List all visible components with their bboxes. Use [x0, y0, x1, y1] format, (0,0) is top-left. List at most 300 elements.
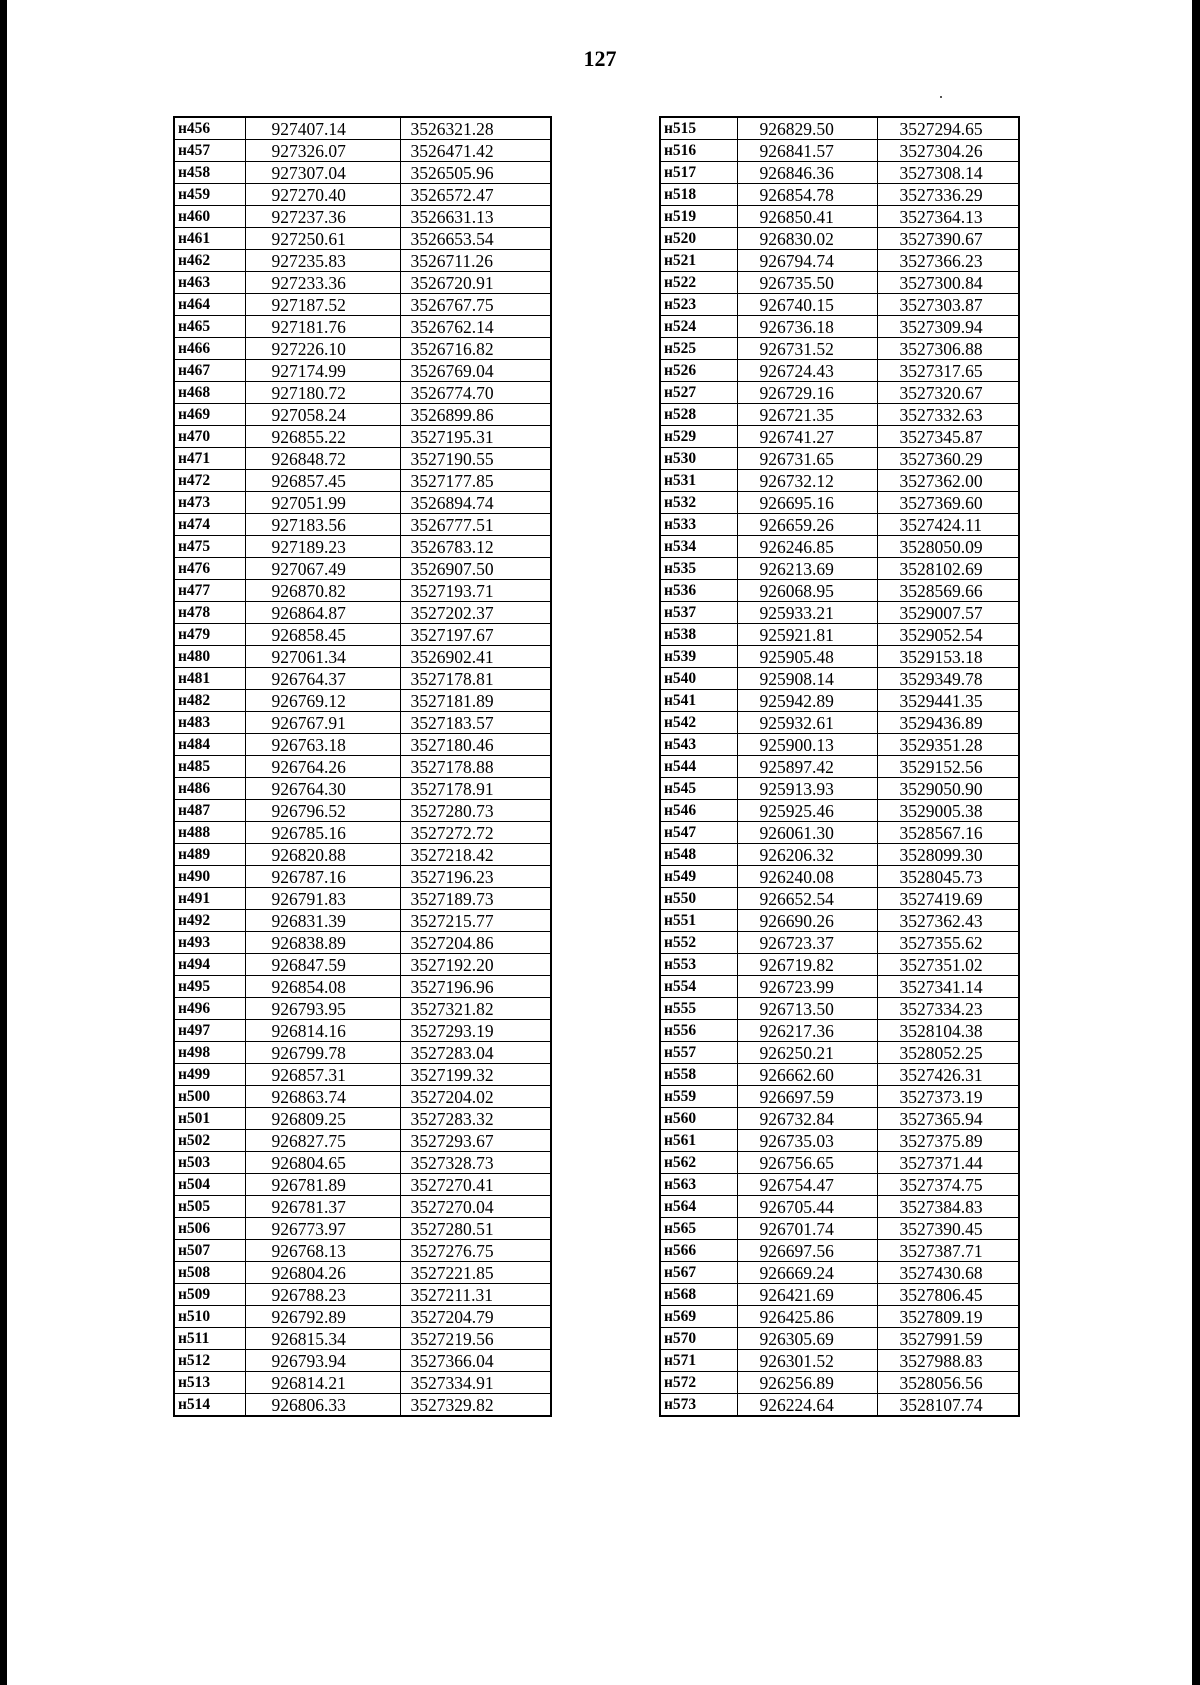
table-row [174, 360, 551, 382]
table-row [174, 1020, 551, 1042]
y-coordinate-cell: 3526899.86 [400, 404, 551, 426]
x-coordinate-cell: 926256.89 [737, 1372, 877, 1394]
point-id-cell: н522 [660, 272, 737, 294]
table-row [174, 294, 551, 316]
table-row [660, 1042, 1019, 1064]
y-coordinate-cell: 3529050.90 [877, 778, 1019, 800]
x-coordinate-cell: 925913.93 [737, 778, 877, 800]
y-coordinate-cell: 3527374.75 [877, 1174, 1019, 1196]
table-row [174, 1262, 551, 1284]
point-id-cell: н482 [174, 690, 245, 712]
point-id-cell: н479 [174, 624, 245, 646]
y-coordinate-cell: 3527360.29 [877, 448, 1019, 470]
table-row [660, 404, 1019, 426]
y-coordinate-cell: 3527283.32 [400, 1108, 551, 1130]
x-coordinate-cell: 926756.65 [737, 1152, 877, 1174]
y-coordinate-cell: 3526769.04 [400, 360, 551, 382]
point-id-cell: н470 [174, 426, 245, 448]
table-row [174, 712, 551, 734]
table-row [660, 844, 1019, 866]
table-row [174, 1394, 551, 1417]
point-id-cell: н484 [174, 734, 245, 756]
table-row [174, 404, 551, 426]
table-row [174, 1174, 551, 1196]
x-coordinate-cell: 926829.50 [737, 117, 877, 140]
x-coordinate-cell: 926864.87 [245, 602, 400, 624]
x-coordinate-cell: 926796.52 [245, 800, 400, 822]
x-coordinate-cell: 926421.69 [737, 1284, 877, 1306]
point-id-cell: н552 [660, 932, 737, 954]
table-row [174, 272, 551, 294]
table-row [660, 536, 1019, 558]
table-row [174, 822, 551, 844]
table-row [174, 888, 551, 910]
point-id-cell: н521 [660, 250, 737, 272]
x-coordinate-cell: 926787.16 [245, 866, 400, 888]
table-row [174, 756, 551, 778]
x-coordinate-cell: 926741.27 [737, 426, 877, 448]
y-coordinate-cell: 3527178.91 [400, 778, 551, 800]
y-coordinate-cell: 3527303.87 [877, 294, 1019, 316]
point-id-cell: н458 [174, 162, 245, 184]
x-coordinate-cell: 926731.52 [737, 338, 877, 360]
table-row [660, 1152, 1019, 1174]
y-coordinate-cell: 3527321.82 [400, 998, 551, 1020]
table-row [174, 448, 551, 470]
point-id-cell: н571 [660, 1350, 737, 1372]
point-id-cell: н539 [660, 646, 737, 668]
x-coordinate-cell: 926697.59 [737, 1086, 877, 1108]
y-coordinate-cell: 3526716.82 [400, 338, 551, 360]
table-row [660, 250, 1019, 272]
point-id-cell: н573 [660, 1394, 737, 1417]
x-coordinate-cell: 926870.82 [245, 580, 400, 602]
scan-speck [940, 96, 942, 98]
point-id-cell: н490 [174, 866, 245, 888]
point-id-cell: н541 [660, 690, 737, 712]
x-coordinate-cell: 926794.74 [737, 250, 877, 272]
y-coordinate-cell: 3527196.96 [400, 976, 551, 998]
y-coordinate-cell: 3526631.13 [400, 206, 551, 228]
x-coordinate-cell: 926731.65 [737, 448, 877, 470]
y-coordinate-cell: 3527196.23 [400, 866, 551, 888]
x-coordinate-cell: 926773.97 [245, 1218, 400, 1240]
y-coordinate-cell: 3527390.45 [877, 1218, 1019, 1240]
y-coordinate-cell: 3527364.13 [877, 206, 1019, 228]
y-coordinate-cell: 3526505.96 [400, 162, 551, 184]
table-row [174, 998, 551, 1020]
point-id-cell: н532 [660, 492, 737, 514]
x-coordinate-cell: 926301.52 [737, 1350, 877, 1372]
y-coordinate-cell: 3529153.18 [877, 646, 1019, 668]
table-row [660, 1350, 1019, 1372]
x-coordinate-cell: 925933.21 [737, 602, 877, 624]
table-row [174, 1328, 551, 1350]
point-id-cell: н459 [174, 184, 245, 206]
point-id-cell: н487 [174, 800, 245, 822]
point-id-cell: н495 [174, 976, 245, 998]
x-coordinate-cell: 927270.40 [245, 184, 400, 206]
x-coordinate-cell: 925932.61 [737, 712, 877, 734]
point-id-cell: н513 [174, 1372, 245, 1394]
x-coordinate-cell: 927326.07 [245, 140, 400, 162]
x-coordinate-cell: 926848.72 [245, 448, 400, 470]
x-coordinate-cell: 925905.48 [737, 646, 877, 668]
y-coordinate-cell: 3528107.74 [877, 1394, 1019, 1417]
y-coordinate-cell: 3528104.38 [877, 1020, 1019, 1042]
x-coordinate-cell: 926857.31 [245, 1064, 400, 1086]
y-coordinate-cell: 3527991.59 [877, 1328, 1019, 1350]
x-coordinate-cell: 926240.08 [737, 866, 877, 888]
x-coordinate-cell: 926804.65 [245, 1152, 400, 1174]
point-id-cell: н553 [660, 954, 737, 976]
y-coordinate-cell: 3527424.11 [877, 514, 1019, 536]
point-id-cell: н476 [174, 558, 245, 580]
x-coordinate-cell: 926652.54 [737, 888, 877, 910]
point-id-cell: н566 [660, 1240, 737, 1262]
x-coordinate-cell: 925925.46 [737, 800, 877, 822]
point-id-cell: н506 [174, 1218, 245, 1240]
table-row [174, 734, 551, 756]
point-id-cell: н493 [174, 932, 245, 954]
scan-edge-right [1192, 0, 1200, 1685]
x-coordinate-cell: 927067.49 [245, 558, 400, 580]
point-id-cell: н456 [174, 117, 245, 140]
point-id-cell: н505 [174, 1196, 245, 1218]
x-coordinate-cell: 927180.72 [245, 382, 400, 404]
y-coordinate-cell: 3527300.84 [877, 272, 1019, 294]
x-coordinate-cell: 926854.08 [245, 976, 400, 998]
table-row [174, 690, 551, 712]
table-row [660, 756, 1019, 778]
y-coordinate-cell: 3529436.89 [877, 712, 1019, 734]
table-row [174, 426, 551, 448]
table-row [660, 206, 1019, 228]
x-coordinate-cell: 926764.30 [245, 778, 400, 800]
scan-edge-left [0, 0, 7, 1685]
point-id-cell: н481 [174, 668, 245, 690]
table-row [660, 954, 1019, 976]
table-row [660, 624, 1019, 646]
x-coordinate-cell: 926740.15 [737, 294, 877, 316]
x-coordinate-cell: 926659.26 [737, 514, 877, 536]
table-row [174, 580, 551, 602]
x-coordinate-cell: 926690.26 [737, 910, 877, 932]
point-id-cell: н551 [660, 910, 737, 932]
y-coordinate-cell: 3527430.68 [877, 1262, 1019, 1284]
x-coordinate-cell: 927226.10 [245, 338, 400, 360]
point-id-cell: н473 [174, 492, 245, 514]
x-coordinate-cell: 926754.47 [737, 1174, 877, 1196]
table-row [174, 602, 551, 624]
x-coordinate-cell: 926763.18 [245, 734, 400, 756]
y-coordinate-cell: 3528567.16 [877, 822, 1019, 844]
x-coordinate-cell: 927181.76 [245, 316, 400, 338]
table-row [174, 1218, 551, 1240]
y-coordinate-cell: 3527329.82 [400, 1394, 551, 1417]
y-coordinate-cell: 3527334.91 [400, 1372, 551, 1394]
table-row [174, 1240, 551, 1262]
y-coordinate-cell: 3527221.85 [400, 1262, 551, 1284]
y-coordinate-cell: 3527345.87 [877, 426, 1019, 448]
table-row [174, 1306, 551, 1328]
table-row [660, 1218, 1019, 1240]
x-coordinate-cell: 926697.56 [737, 1240, 877, 1262]
x-coordinate-cell: 926820.88 [245, 844, 400, 866]
x-coordinate-cell: 927061.34 [245, 646, 400, 668]
point-id-cell: н526 [660, 360, 737, 382]
point-id-cell: н489 [174, 844, 245, 866]
point-id-cell: н497 [174, 1020, 245, 1042]
x-coordinate-cell: 926736.18 [737, 316, 877, 338]
x-coordinate-cell: 926854.78 [737, 184, 877, 206]
y-coordinate-cell: 3526777.51 [400, 514, 551, 536]
y-coordinate-cell: 3527362.00 [877, 470, 1019, 492]
point-id-cell: н542 [660, 712, 737, 734]
x-coordinate-cell: 926863.74 [245, 1086, 400, 1108]
table-row [660, 1174, 1019, 1196]
point-id-cell: н564 [660, 1196, 737, 1218]
point-id-cell: н525 [660, 338, 737, 360]
point-id-cell: н537 [660, 602, 737, 624]
y-coordinate-cell: 3526321.28 [400, 117, 551, 140]
y-coordinate-cell: 3526653.54 [400, 228, 551, 250]
point-id-cell: н471 [174, 448, 245, 470]
point-id-cell: н556 [660, 1020, 737, 1042]
point-id-cell: н463 [174, 272, 245, 294]
point-id-cell: н478 [174, 602, 245, 624]
x-coordinate-cell: 926250.21 [737, 1042, 877, 1064]
point-id-cell: н483 [174, 712, 245, 734]
point-id-cell: н530 [660, 448, 737, 470]
table-row [660, 866, 1019, 888]
x-coordinate-cell: 925900.13 [737, 734, 877, 756]
point-id-cell: н517 [660, 162, 737, 184]
x-coordinate-cell: 926792.89 [245, 1306, 400, 1328]
table-row [660, 470, 1019, 492]
point-id-cell: н480 [174, 646, 245, 668]
x-coordinate-cell: 927250.61 [245, 228, 400, 250]
x-coordinate-cell: 926732.84 [737, 1108, 877, 1130]
y-coordinate-cell: 3527332.63 [877, 404, 1019, 426]
point-id-cell: н555 [660, 998, 737, 1020]
table-row [660, 778, 1019, 800]
y-coordinate-cell: 3527270.41 [400, 1174, 551, 1196]
y-coordinate-cell: 3527369.60 [877, 492, 1019, 514]
point-id-cell: н536 [660, 580, 737, 602]
x-coordinate-cell: 926061.30 [737, 822, 877, 844]
x-coordinate-cell: 926305.69 [737, 1328, 877, 1350]
x-coordinate-cell: 926732.12 [737, 470, 877, 492]
point-id-cell: н543 [660, 734, 737, 756]
x-coordinate-cell: 926723.99 [737, 976, 877, 998]
table-row [174, 558, 551, 580]
y-coordinate-cell: 3527294.65 [877, 117, 1019, 140]
x-coordinate-cell: 925921.81 [737, 624, 877, 646]
x-coordinate-cell: 926729.16 [737, 382, 877, 404]
y-coordinate-cell: 3527809.19 [877, 1306, 1019, 1328]
table-row [660, 382, 1019, 404]
point-id-cell: н499 [174, 1064, 245, 1086]
table-row [174, 382, 551, 404]
x-coordinate-cell: 926769.12 [245, 690, 400, 712]
point-id-cell: н520 [660, 228, 737, 250]
table-row [174, 1064, 551, 1086]
table-row [660, 646, 1019, 668]
table-row [174, 844, 551, 866]
y-coordinate-cell: 3527309.94 [877, 316, 1019, 338]
x-coordinate-cell: 926815.34 [245, 1328, 400, 1350]
point-id-cell: н534 [660, 536, 737, 558]
y-coordinate-cell: 3527366.23 [877, 250, 1019, 272]
point-id-cell: н540 [660, 668, 737, 690]
point-id-cell: н485 [174, 756, 245, 778]
y-coordinate-cell: 3527178.81 [400, 668, 551, 690]
table-row [660, 184, 1019, 206]
point-id-cell: н528 [660, 404, 737, 426]
point-id-cell: н460 [174, 206, 245, 228]
x-coordinate-cell: 926723.37 [737, 932, 877, 954]
y-coordinate-cell: 3527178.88 [400, 756, 551, 778]
table-row [660, 272, 1019, 294]
point-id-cell: н461 [174, 228, 245, 250]
table-row [660, 162, 1019, 184]
table-row [660, 1262, 1019, 1284]
x-coordinate-cell: 926788.23 [245, 1284, 400, 1306]
table-row [174, 866, 551, 888]
table-row [174, 228, 551, 250]
x-coordinate-cell: 925908.14 [737, 668, 877, 690]
table-row [174, 1108, 551, 1130]
x-coordinate-cell: 926246.85 [737, 536, 877, 558]
x-coordinate-cell: 926213.69 [737, 558, 877, 580]
y-coordinate-cell: 3528050.09 [877, 536, 1019, 558]
y-coordinate-cell: 3527371.44 [877, 1152, 1019, 1174]
point-id-cell: н569 [660, 1306, 737, 1328]
y-coordinate-cell: 3527215.77 [400, 910, 551, 932]
table-row [660, 1086, 1019, 1108]
y-coordinate-cell: 3527308.14 [877, 162, 1019, 184]
y-coordinate-cell: 3527373.19 [877, 1086, 1019, 1108]
y-coordinate-cell: 3527334.23 [877, 998, 1019, 1020]
table-row [174, 932, 551, 954]
y-coordinate-cell: 3529052.54 [877, 624, 1019, 646]
y-coordinate-cell: 3527211.31 [400, 1284, 551, 1306]
y-coordinate-cell: 3527195.31 [400, 426, 551, 448]
table-row [174, 536, 551, 558]
table-row [174, 1372, 551, 1394]
y-coordinate-cell: 3527341.14 [877, 976, 1019, 998]
x-coordinate-cell: 927235.83 [245, 250, 400, 272]
y-coordinate-cell: 3526711.26 [400, 250, 551, 272]
x-coordinate-cell: 926724.43 [737, 360, 877, 382]
table-row [174, 1350, 551, 1372]
y-coordinate-cell: 3529351.28 [877, 734, 1019, 756]
table-row [660, 228, 1019, 250]
table-row [174, 250, 551, 272]
table-row [174, 470, 551, 492]
y-coordinate-cell: 3527204.86 [400, 932, 551, 954]
y-coordinate-cell: 3527351.02 [877, 954, 1019, 976]
point-id-cell: н519 [660, 206, 737, 228]
point-id-cell: н475 [174, 536, 245, 558]
table-row [660, 1020, 1019, 1042]
y-coordinate-cell: 3527193.71 [400, 580, 551, 602]
x-coordinate-cell: 926855.22 [245, 426, 400, 448]
point-id-cell: н509 [174, 1284, 245, 1306]
point-id-cell: н488 [174, 822, 245, 844]
x-coordinate-cell: 926858.45 [245, 624, 400, 646]
y-coordinate-cell: 3528102.69 [877, 558, 1019, 580]
x-coordinate-cell: 927051.99 [245, 492, 400, 514]
x-coordinate-cell: 926425.86 [737, 1306, 877, 1328]
x-coordinate-cell: 926814.16 [245, 1020, 400, 1042]
y-coordinate-cell: 3527283.04 [400, 1042, 551, 1064]
x-coordinate-cell: 927237.36 [245, 206, 400, 228]
table-row [174, 976, 551, 998]
point-id-cell: н529 [660, 426, 737, 448]
table-row [660, 734, 1019, 756]
point-id-cell: н507 [174, 1240, 245, 1262]
table-row [660, 338, 1019, 360]
y-coordinate-cell: 3527320.67 [877, 382, 1019, 404]
page-number: 127 [583, 46, 617, 71]
point-id-cell: н477 [174, 580, 245, 602]
table-row [660, 998, 1019, 1020]
y-coordinate-cell: 3527365.94 [877, 1108, 1019, 1130]
x-coordinate-cell: 926764.37 [245, 668, 400, 690]
point-id-cell: н469 [174, 404, 245, 426]
point-id-cell: н511 [174, 1328, 245, 1350]
y-coordinate-cell: 3527366.04 [400, 1350, 551, 1372]
table-row [174, 1042, 551, 1064]
y-coordinate-cell: 3527272.72 [400, 822, 551, 844]
point-id-cell: н559 [660, 1086, 737, 1108]
x-coordinate-cell: 926068.95 [737, 580, 877, 602]
point-id-cell: н547 [660, 822, 737, 844]
x-coordinate-cell: 926224.64 [737, 1394, 877, 1417]
point-id-cell: н527 [660, 382, 737, 404]
x-coordinate-cell: 926781.37 [245, 1196, 400, 1218]
point-id-cell: н518 [660, 184, 737, 206]
table-row [660, 822, 1019, 844]
table-row [660, 514, 1019, 536]
y-coordinate-cell: 3527426.31 [877, 1064, 1019, 1086]
point-id-cell: н558 [660, 1064, 737, 1086]
x-coordinate-cell: 926814.21 [245, 1372, 400, 1394]
point-id-cell: н510 [174, 1306, 245, 1328]
y-coordinate-cell: 3527293.19 [400, 1020, 551, 1042]
point-id-cell: н515 [660, 117, 737, 140]
y-coordinate-cell: 3527280.73 [400, 800, 551, 822]
table-row [660, 117, 1019, 140]
table-row [174, 624, 551, 646]
point-id-cell: н486 [174, 778, 245, 800]
point-id-cell: н462 [174, 250, 245, 272]
table-row [174, 778, 551, 800]
table-row [174, 910, 551, 932]
table-row [660, 910, 1019, 932]
point-id-cell: н468 [174, 382, 245, 404]
y-coordinate-cell: 3527328.73 [400, 1152, 551, 1174]
x-coordinate-cell: 926768.13 [245, 1240, 400, 1262]
point-id-cell: н554 [660, 976, 737, 998]
point-id-cell: н524 [660, 316, 737, 338]
y-coordinate-cell: 3526471.42 [400, 140, 551, 162]
point-id-cell: н467 [174, 360, 245, 382]
point-id-cell: н535 [660, 558, 737, 580]
x-coordinate-cell: 926791.83 [245, 888, 400, 910]
